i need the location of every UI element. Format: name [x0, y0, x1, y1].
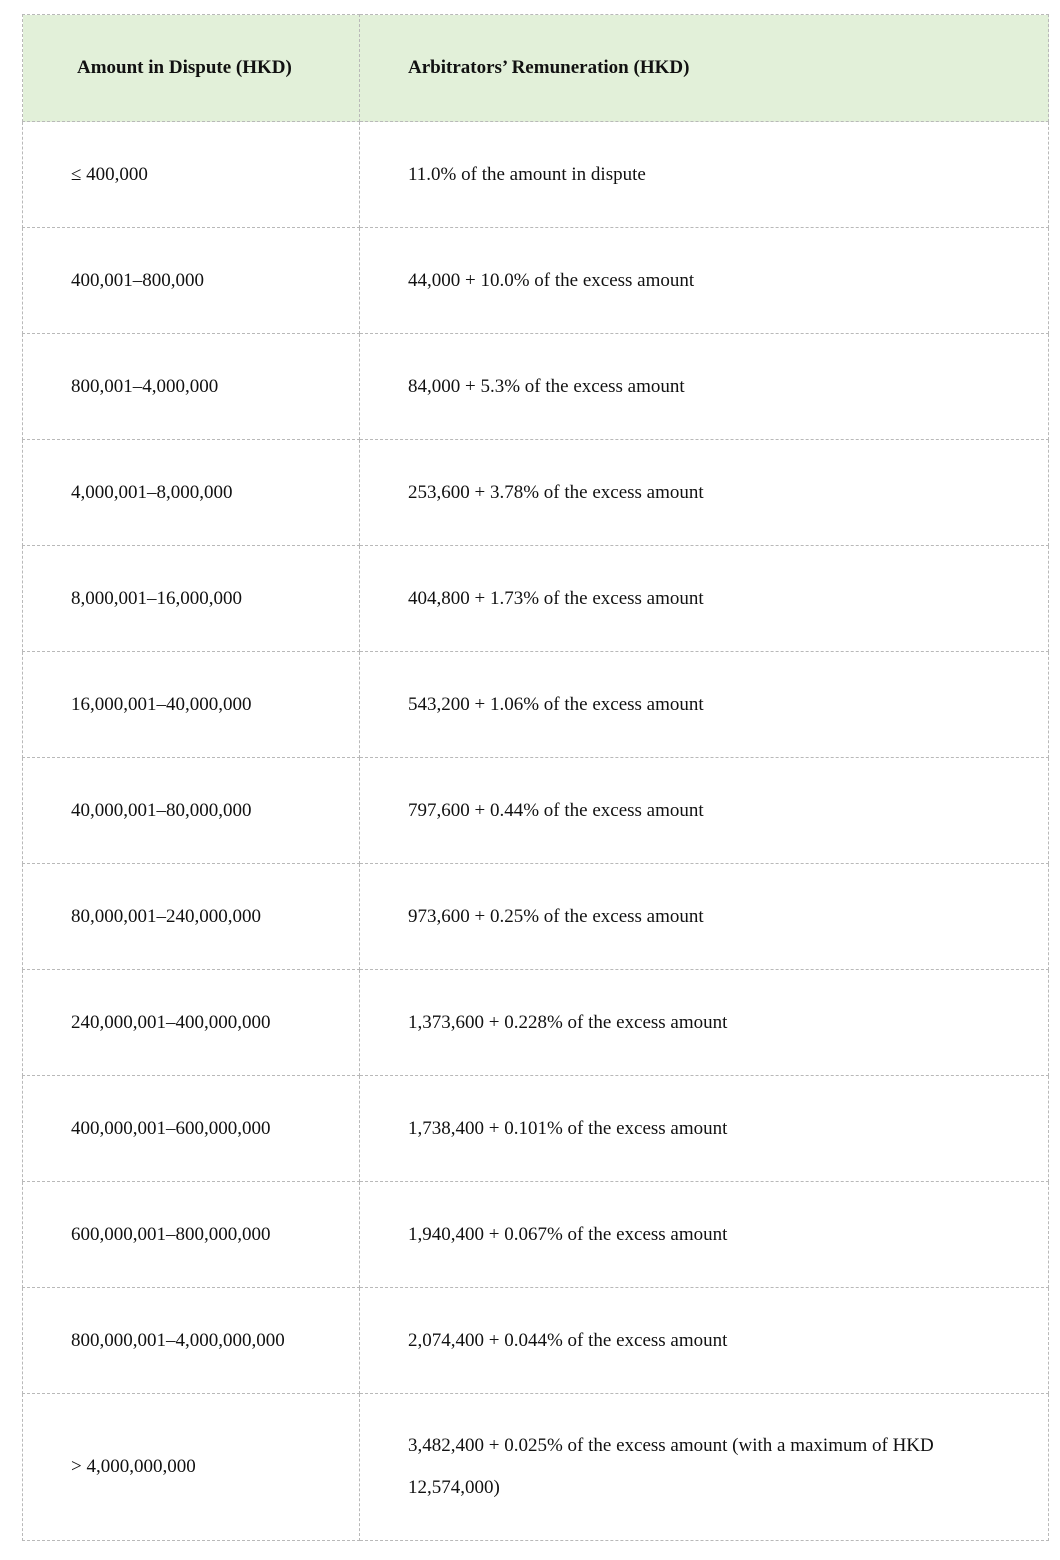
amount-cell: 240,000,001–400,000,000	[23, 970, 360, 1076]
table-row	[23, 228, 1049, 334]
amount-cell: 800,001–4,000,000	[23, 334, 360, 440]
amount-cell: 80,000,001–240,000,000	[23, 864, 360, 970]
remuneration-cell: 253,600 + 3.78% of the excess amount	[360, 440, 1049, 546]
amount-cell: 8,000,001–16,000,000	[23, 546, 360, 652]
table-row	[23, 546, 1049, 652]
table-row	[23, 440, 1049, 546]
amount-cell: > 4,000,000,000	[23, 1394, 360, 1541]
amount-cell: 400,001–800,000	[23, 228, 360, 334]
table-row	[23, 122, 1049, 228]
remuneration-cell: 797,600 + 0.44% of the excess amount	[360, 758, 1049, 864]
amount-cell: ≤ 400,000	[23, 122, 360, 228]
fee-table	[22, 14, 1049, 1541]
amount-cell: 400,000,001–600,000,000	[23, 1076, 360, 1182]
remuneration-cell: 2,074,400 + 0.044% of the excess amount	[360, 1288, 1049, 1394]
amount-cell: 16,000,001–40,000,000	[23, 652, 360, 758]
remuneration-cell: 404,800 + 1.73% of the excess amount	[360, 546, 1049, 652]
remuneration-cell: 543,200 + 1.06% of the excess amount	[360, 652, 1049, 758]
remuneration-cell: 84,000 + 5.3% of the excess amount	[360, 334, 1049, 440]
header-arbitrators-remuneration: Arbitrators’ Remuneration (HKD)	[360, 15, 1049, 122]
remuneration-cell: 1,738,400 + 0.101% of the excess amount	[360, 1076, 1049, 1182]
remuneration-cell: 973,600 + 0.25% of the excess amount	[360, 864, 1049, 970]
remuneration-cell: 11.0% of the amount in dispute	[360, 122, 1049, 228]
remuneration-cell: 3,482,400 + 0.025% of the excess amount (with a maximum of HKD 12,574,000)	[360, 1394, 1049, 1541]
amount-cell: 40,000,001–80,000,000	[23, 758, 360, 864]
amount-cell: 600,000,001–800,000,000	[23, 1182, 360, 1288]
header-row	[23, 15, 1049, 122]
table-row	[23, 1076, 1049, 1182]
table-row	[23, 970, 1049, 1076]
table-row	[23, 334, 1049, 440]
table-row	[23, 758, 1049, 864]
table-row	[23, 652, 1049, 758]
amount-cell: 4,000,001–8,000,000	[23, 440, 360, 546]
table-header	[23, 15, 1049, 122]
table-row	[23, 1182, 1049, 1288]
table-row	[23, 1288, 1049, 1394]
header-amount-in-dispute: Amount in Dispute (HKD)	[23, 15, 360, 122]
amount-cell: 800,000,001–4,000,000,000	[23, 1288, 360, 1394]
remuneration-cell: 1,940,400 + 0.067% of the excess amount	[360, 1182, 1049, 1288]
table-row	[23, 864, 1049, 970]
remuneration-cell: 1,373,600 + 0.228% of the excess amount	[360, 970, 1049, 1076]
remuneration-cell: 44,000 + 10.0% of the excess amount	[360, 228, 1049, 334]
table-row	[23, 1394, 1049, 1541]
table-body	[23, 122, 1049, 1541]
